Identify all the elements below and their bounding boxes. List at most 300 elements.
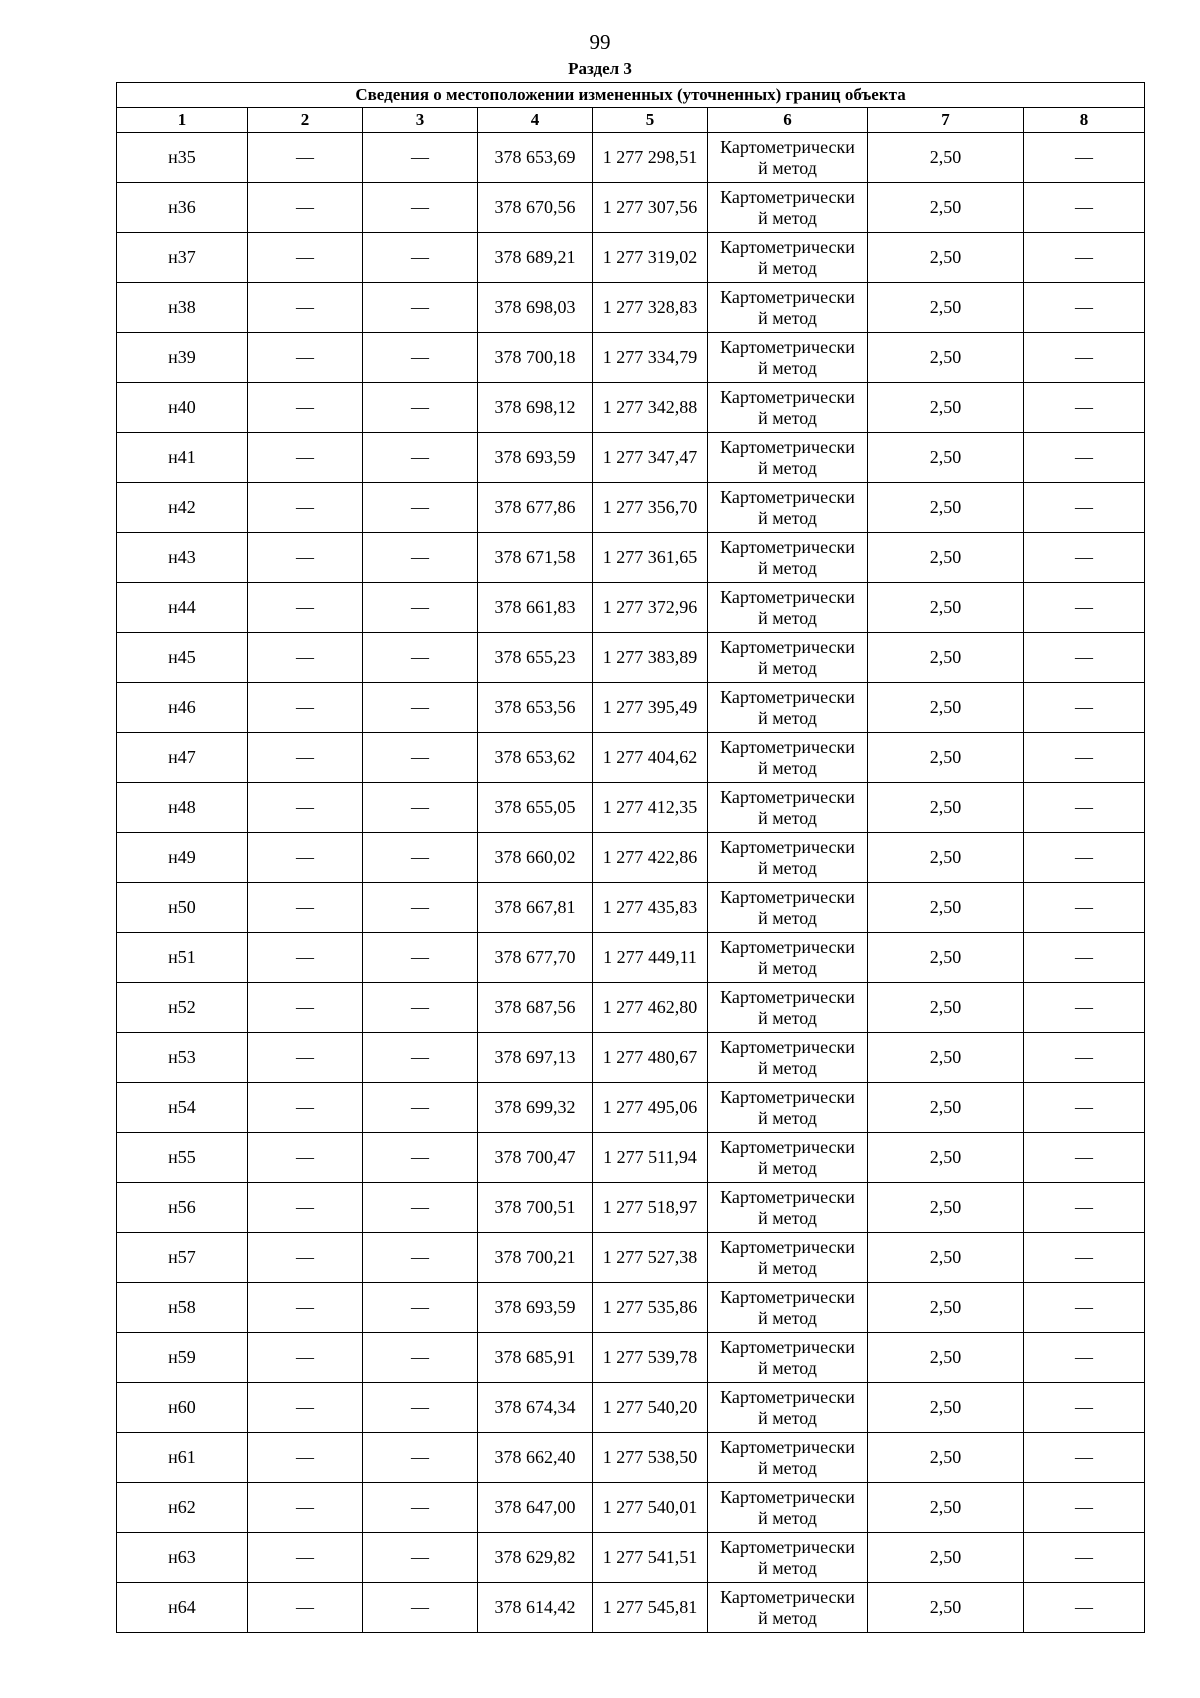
x-coordinate-cell: 378 629,82 <box>478 1533 593 1583</box>
y-coordinate-cell: 1 277 449,11 <box>593 933 708 983</box>
col2-cell: — <box>248 733 363 783</box>
point-cell: н51 <box>117 933 248 983</box>
col3-cell: — <box>363 1133 478 1183</box>
col2-cell: — <box>248 1083 363 1133</box>
col3-cell: — <box>363 1333 478 1383</box>
point-cell: н61 <box>117 1433 248 1483</box>
method-line-1: Картометрически <box>720 536 855 557</box>
col8-cell: — <box>1024 983 1145 1033</box>
point-cell: н47 <box>117 733 248 783</box>
col3-cell: — <box>363 583 478 633</box>
method-cell <box>708 1383 868 1433</box>
col8-cell: — <box>1024 583 1145 633</box>
method-line-1: Картометрически <box>720 1386 855 1407</box>
col2-cell: — <box>248 483 363 533</box>
method-cell <box>708 1533 868 1583</box>
table-row <box>117 133 1145 183</box>
x-coordinate-cell: 378 698,12 <box>478 383 593 433</box>
accuracy-cell: 2,50 <box>868 283 1024 333</box>
x-coordinate-cell: 378 700,51 <box>478 1183 593 1233</box>
table-row <box>117 1333 1145 1383</box>
accuracy-cell: 2,50 <box>868 683 1024 733</box>
method-line-2: й метод <box>758 357 817 378</box>
method-cell <box>708 383 868 433</box>
method-line-2: й метод <box>758 757 817 778</box>
method-line-2: й метод <box>758 1607 817 1628</box>
col8-cell: — <box>1024 383 1145 433</box>
point-cell: н62 <box>117 1483 248 1533</box>
y-coordinate-cell: 1 277 412,35 <box>593 783 708 833</box>
col8-cell: — <box>1024 333 1145 383</box>
x-coordinate-cell: 378 698,03 <box>478 283 593 333</box>
col8-cell: — <box>1024 1533 1145 1583</box>
y-coordinate-cell: 1 277 342,88 <box>593 383 708 433</box>
table-row <box>117 333 1145 383</box>
accuracy-cell: 2,50 <box>868 233 1024 283</box>
y-coordinate-cell: 1 277 540,01 <box>593 1483 708 1533</box>
method-cell <box>708 283 868 333</box>
x-coordinate-cell: 378 674,34 <box>478 1383 593 1433</box>
col8-cell: — <box>1024 883 1145 933</box>
accuracy-cell: 2,50 <box>868 783 1024 833</box>
col8-cell: — <box>1024 1333 1145 1383</box>
y-coordinate-cell: 1 277 334,79 <box>593 333 708 383</box>
col3-cell: — <box>363 283 478 333</box>
col3-cell: — <box>363 1083 478 1133</box>
method-line-2: й метод <box>758 1157 817 1178</box>
method-line-1: Картометрически <box>720 1136 855 1157</box>
y-coordinate-cell: 1 277 462,80 <box>593 983 708 1033</box>
col3-cell: — <box>363 1533 478 1583</box>
method-line-2: й метод <box>758 957 817 978</box>
method-line-1: Картометрически <box>720 486 855 507</box>
point-cell: н42 <box>117 483 248 533</box>
table-row <box>117 1433 1145 1483</box>
method-cell <box>708 733 868 783</box>
col2-cell: — <box>248 433 363 483</box>
y-coordinate-cell: 1 277 307,56 <box>593 183 708 233</box>
y-coordinate-cell: 1 277 535,86 <box>593 1283 708 1333</box>
col3-cell: — <box>363 633 478 683</box>
method-line-1: Картометрически <box>720 586 855 607</box>
x-coordinate-cell: 378 653,69 <box>478 133 593 183</box>
y-coordinate-cell: 1 277 538,50 <box>593 1433 708 1483</box>
y-coordinate-cell: 1 277 298,51 <box>593 133 708 183</box>
column-header: 6 <box>708 108 868 133</box>
method-line-2: й метод <box>758 1057 817 1078</box>
y-coordinate-cell: 1 277 372,96 <box>593 583 708 633</box>
method-line-2: й метод <box>758 1507 817 1528</box>
method-line-1: Картометрически <box>720 186 855 207</box>
y-coordinate-cell: 1 277 404,62 <box>593 733 708 783</box>
method-line-2: й метод <box>758 457 817 478</box>
table-row <box>117 1283 1145 1333</box>
x-coordinate-cell: 378 661,83 <box>478 583 593 633</box>
point-cell: н38 <box>117 283 248 333</box>
accuracy-cell: 2,50 <box>868 133 1024 183</box>
x-coordinate-cell: 378 677,86 <box>478 483 593 533</box>
page-number: 99 <box>589 30 611 54</box>
col8-cell: — <box>1024 1083 1145 1133</box>
y-coordinate-cell: 1 277 527,38 <box>593 1233 708 1283</box>
point-cell: н43 <box>117 533 248 583</box>
method-line-2: й метод <box>758 1357 817 1378</box>
x-coordinate-cell: 378 700,47 <box>478 1133 593 1183</box>
y-coordinate-cell: 1 277 545,81 <box>593 1583 708 1633</box>
x-coordinate-cell: 378 693,59 <box>478 1283 593 1333</box>
accuracy-cell: 2,50 <box>868 1133 1024 1183</box>
col3-cell: — <box>363 433 478 483</box>
col2-cell: — <box>248 533 363 583</box>
method-line-1: Картометрически <box>720 336 855 357</box>
table-row <box>117 633 1145 683</box>
method-cell <box>708 1083 868 1133</box>
col3-cell: — <box>363 933 478 983</box>
accuracy-cell: 2,50 <box>868 1283 1024 1333</box>
col2-cell: — <box>248 1333 363 1383</box>
method-line-2: й метод <box>758 407 817 428</box>
col2-cell: — <box>248 383 363 433</box>
col2-cell: — <box>248 783 363 833</box>
point-cell: н64 <box>117 1583 248 1633</box>
x-coordinate-cell: 378 699,32 <box>478 1083 593 1133</box>
col3-cell: — <box>363 883 478 933</box>
method-line-1: Картометрически <box>720 386 855 407</box>
col3-cell: — <box>363 1383 478 1433</box>
point-cell: н55 <box>117 1133 248 1183</box>
method-line-1: Картометрически <box>720 736 855 757</box>
col2-cell: — <box>248 833 363 883</box>
y-coordinate-cell: 1 277 422,86 <box>593 833 708 883</box>
method-line-2: й метод <box>758 257 817 278</box>
method-line-1: Картометрически <box>720 886 855 907</box>
accuracy-cell: 2,50 <box>868 933 1024 983</box>
accuracy-cell: 2,50 <box>868 733 1024 783</box>
method-cell <box>708 1433 868 1483</box>
method-line-2: й метод <box>758 857 817 878</box>
x-coordinate-cell: 378 671,58 <box>478 533 593 583</box>
method-line-1: Картометрически <box>720 686 855 707</box>
table-row <box>117 983 1145 1033</box>
col3-cell: — <box>363 783 478 833</box>
method-line-1: Картометрически <box>720 786 855 807</box>
col3-cell: — <box>363 133 478 183</box>
col2-cell: — <box>248 983 363 1033</box>
method-cell <box>708 233 868 283</box>
accuracy-cell: 2,50 <box>868 1183 1024 1233</box>
col2-cell: — <box>248 133 363 183</box>
method-line-1: Картометрически <box>720 1036 855 1057</box>
method-cell <box>708 1133 868 1183</box>
x-coordinate-cell: 378 653,62 <box>478 733 593 783</box>
table-row <box>117 1083 1145 1133</box>
table-row <box>117 1383 1145 1433</box>
method-line-2: й метод <box>758 1007 817 1028</box>
y-coordinate-cell: 1 277 395,49 <box>593 683 708 733</box>
method-line-2: й метод <box>758 1407 817 1428</box>
col8-cell: — <box>1024 433 1145 483</box>
table-row <box>117 433 1145 483</box>
point-cell: н56 <box>117 1183 248 1233</box>
col8-cell: — <box>1024 533 1145 583</box>
table-row <box>117 533 1145 583</box>
table-row <box>117 683 1145 733</box>
point-cell: н48 <box>117 783 248 833</box>
column-header: 1 <box>117 108 248 133</box>
col8-cell: — <box>1024 1483 1145 1533</box>
x-coordinate-cell: 378 655,05 <box>478 783 593 833</box>
x-coordinate-cell: 378 670,56 <box>478 183 593 233</box>
method-line-2: й метод <box>758 1207 817 1228</box>
y-coordinate-cell: 1 277 356,70 <box>593 483 708 533</box>
col8-cell: — <box>1024 233 1145 283</box>
table-row <box>117 1183 1145 1233</box>
method-cell <box>708 483 868 533</box>
col8-cell: — <box>1024 1433 1145 1483</box>
accuracy-cell: 2,50 <box>868 983 1024 1033</box>
method-line-1: Картометрически <box>720 836 855 857</box>
method-line-2: й метод <box>758 207 817 228</box>
accuracy-cell: 2,50 <box>868 483 1024 533</box>
col3-cell: — <box>363 1583 478 1633</box>
method-cell <box>708 1233 868 1283</box>
method-line-2: й метод <box>758 807 817 828</box>
accuracy-cell: 2,50 <box>868 833 1024 883</box>
table-row <box>117 1583 1145 1633</box>
x-coordinate-cell: 378 647,00 <box>478 1483 593 1533</box>
y-coordinate-cell: 1 277 495,06 <box>593 1083 708 1133</box>
method-line-1: Картометрически <box>720 236 855 257</box>
method-line-2: й метод <box>758 707 817 728</box>
method-line-1: Картометрически <box>720 1236 855 1257</box>
col8-cell: — <box>1024 1033 1145 1083</box>
method-cell <box>708 533 868 583</box>
method-cell <box>708 833 868 883</box>
col2-cell: — <box>248 183 363 233</box>
point-cell: н49 <box>117 833 248 883</box>
col3-cell: — <box>363 1283 478 1333</box>
method-line-1: Картометрически <box>720 1536 855 1557</box>
method-line-2: й метод <box>758 1457 817 1478</box>
col8-cell: — <box>1024 933 1145 983</box>
table-row <box>117 1533 1145 1583</box>
col8-cell: — <box>1024 1283 1145 1333</box>
method-cell <box>708 883 868 933</box>
table-caption: Сведения о местоположении измененных (уточненных) границ объекта <box>117 83 1145 108</box>
point-cell: н52 <box>117 983 248 1033</box>
column-header: 8 <box>1024 108 1145 133</box>
col3-cell: — <box>363 233 478 283</box>
method-line-1: Картометрически <box>720 1186 855 1207</box>
x-coordinate-cell: 378 687,56 <box>478 983 593 1033</box>
accuracy-cell: 2,50 <box>868 383 1024 433</box>
col3-cell: — <box>363 1233 478 1283</box>
method-line-2: й метод <box>758 1107 817 1128</box>
point-cell: н57 <box>117 1233 248 1283</box>
col8-cell: — <box>1024 183 1145 233</box>
accuracy-cell: 2,50 <box>868 1433 1024 1483</box>
col3-cell: — <box>363 1433 478 1483</box>
y-coordinate-cell: 1 277 435,83 <box>593 883 708 933</box>
table-row <box>117 233 1145 283</box>
point-cell: н40 <box>117 383 248 433</box>
col8-cell: — <box>1024 1583 1145 1633</box>
col8-cell: — <box>1024 1133 1145 1183</box>
point-cell: н50 <box>117 883 248 933</box>
x-coordinate-cell: 378 697,13 <box>478 1033 593 1083</box>
y-coordinate-cell: 1 277 511,94 <box>593 1133 708 1183</box>
method-line-2: й метод <box>758 657 817 678</box>
method-line-1: Картометрически <box>720 136 855 157</box>
accuracy-cell: 2,50 <box>868 1033 1024 1083</box>
col3-cell: — <box>363 1483 478 1533</box>
table-row <box>117 933 1145 983</box>
col8-cell: — <box>1024 133 1145 183</box>
point-cell: н46 <box>117 683 248 733</box>
x-coordinate-cell: 378 700,18 <box>478 333 593 383</box>
point-cell: н63 <box>117 1533 248 1583</box>
point-cell: н53 <box>117 1033 248 1083</box>
col8-cell: — <box>1024 833 1145 883</box>
col8-cell: — <box>1024 1233 1145 1283</box>
col2-cell: — <box>248 233 363 283</box>
method-cell <box>708 683 868 733</box>
y-coordinate-cell: 1 277 347,47 <box>593 433 708 483</box>
table-row <box>117 283 1145 333</box>
point-cell: н54 <box>117 1083 248 1133</box>
x-coordinate-cell: 378 685,91 <box>478 1333 593 1383</box>
point-cell: н59 <box>117 1333 248 1383</box>
method-line-1: Картометрически <box>720 636 855 657</box>
x-coordinate-cell: 378 677,70 <box>478 933 593 983</box>
col3-cell: — <box>363 383 478 433</box>
col3-cell: — <box>363 683 478 733</box>
col3-cell: — <box>363 733 478 783</box>
accuracy-cell: 2,50 <box>868 883 1024 933</box>
accuracy-cell: 2,50 <box>868 433 1024 483</box>
method-line-1: Картометрически <box>720 936 855 957</box>
col8-cell: — <box>1024 733 1145 783</box>
accuracy-cell: 2,50 <box>868 333 1024 383</box>
method-line-2: й метод <box>758 557 817 578</box>
point-cell: н35 <box>117 133 248 183</box>
point-cell: н45 <box>117 633 248 683</box>
col2-cell: — <box>248 1533 363 1583</box>
col2-cell: — <box>248 1383 363 1433</box>
col2-cell: — <box>248 1283 363 1333</box>
col2-cell: — <box>248 1433 363 1483</box>
x-coordinate-cell: 378 653,56 <box>478 683 593 733</box>
method-cell <box>708 333 868 383</box>
method-line-1: Картометрически <box>720 1486 855 1507</box>
method-line-2: й метод <box>758 307 817 328</box>
y-coordinate-cell: 1 277 328,83 <box>593 283 708 333</box>
col2-cell: — <box>248 1133 363 1183</box>
table-row <box>117 483 1145 533</box>
method-cell <box>708 1183 868 1233</box>
y-coordinate-cell: 1 277 480,67 <box>593 1033 708 1083</box>
col3-cell: — <box>363 183 478 233</box>
y-coordinate-cell: 1 277 518,97 <box>593 1183 708 1233</box>
column-header: 3 <box>363 108 478 133</box>
point-cell: н60 <box>117 1383 248 1433</box>
method-line-2: й метод <box>758 157 817 178</box>
method-cell <box>708 1033 868 1083</box>
method-line-1: Картометрически <box>720 1286 855 1307</box>
col3-cell: — <box>363 983 478 1033</box>
table-row <box>117 1033 1145 1083</box>
accuracy-cell: 2,50 <box>868 1233 1024 1283</box>
col2-cell: — <box>248 1483 363 1533</box>
col3-cell: — <box>363 833 478 883</box>
table-row <box>117 733 1145 783</box>
method-line-2: й метод <box>758 507 817 528</box>
x-coordinate-cell: 378 700,21 <box>478 1233 593 1283</box>
section-title: Раздел 3 <box>568 59 632 78</box>
table-row <box>117 383 1145 433</box>
col2-cell: — <box>248 933 363 983</box>
method-line-2: й метод <box>758 1557 817 1578</box>
method-cell <box>708 1283 868 1333</box>
col2-cell: — <box>248 883 363 933</box>
col2-cell: — <box>248 633 363 683</box>
x-coordinate-cell: 378 655,23 <box>478 633 593 683</box>
table-row <box>117 1483 1145 1533</box>
table-row <box>117 1133 1145 1183</box>
table-row <box>117 883 1145 933</box>
col8-cell: — <box>1024 1383 1145 1433</box>
point-cell: н36 <box>117 183 248 233</box>
col3-cell: — <box>363 1183 478 1233</box>
method-cell <box>708 1483 868 1533</box>
column-header: 7 <box>868 108 1024 133</box>
method-line-1: Картометрически <box>720 1586 855 1607</box>
method-line-2: й метод <box>758 1307 817 1328</box>
accuracy-cell: 2,50 <box>868 583 1024 633</box>
y-coordinate-cell: 1 277 541,51 <box>593 1533 708 1583</box>
method-cell <box>708 633 868 683</box>
col2-cell: — <box>248 683 363 733</box>
method-line-1: Картометрически <box>720 436 855 457</box>
y-coordinate-cell: 1 277 319,02 <box>593 233 708 283</box>
col2-cell: — <box>248 1183 363 1233</box>
col2-cell: — <box>248 1233 363 1283</box>
column-header: 4 <box>478 108 593 133</box>
accuracy-cell: 2,50 <box>868 1483 1024 1533</box>
col8-cell: — <box>1024 683 1145 733</box>
y-coordinate-cell: 1 277 361,65 <box>593 533 708 583</box>
col2-cell: — <box>248 583 363 633</box>
col8-cell: — <box>1024 483 1145 533</box>
col3-cell: — <box>363 1033 478 1083</box>
accuracy-cell: 2,50 <box>868 1333 1024 1383</box>
col2-cell: — <box>248 1033 363 1083</box>
x-coordinate-cell: 378 614,42 <box>478 1583 593 1633</box>
table-row <box>117 583 1145 633</box>
method-line-2: й метод <box>758 607 817 628</box>
col8-cell: — <box>1024 783 1145 833</box>
method-cell <box>708 183 868 233</box>
method-cell <box>708 933 868 983</box>
col2-cell: — <box>248 333 363 383</box>
y-coordinate-cell: 1 277 539,78 <box>593 1333 708 1383</box>
x-coordinate-cell: 378 693,59 <box>478 433 593 483</box>
point-cell: н37 <box>117 233 248 283</box>
point-cell: н39 <box>117 333 248 383</box>
method-cell <box>708 433 868 483</box>
x-coordinate-cell: 378 660,02 <box>478 833 593 883</box>
col3-cell: — <box>363 333 478 383</box>
